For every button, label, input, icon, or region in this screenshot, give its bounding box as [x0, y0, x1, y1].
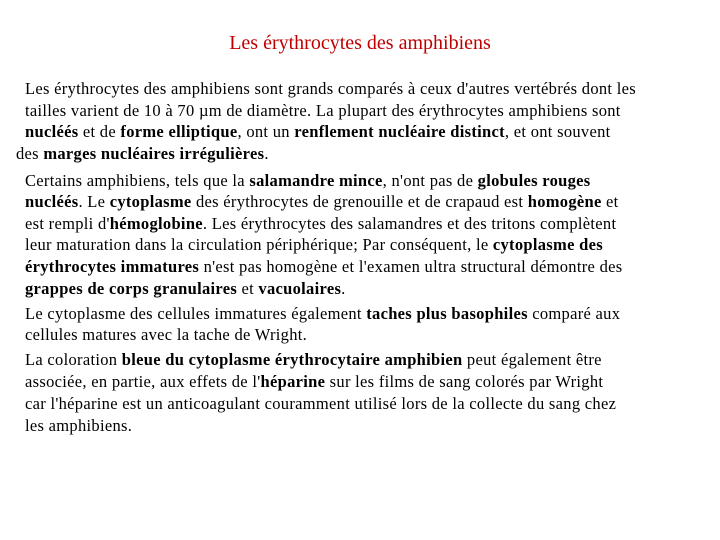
- bold-term: salamandre mince: [249, 171, 383, 190]
- text-line: [25, 279, 346, 299]
- text-segment: leur maturation dans la circulation périphérique; Par conséquent, le: [25, 235, 493, 254]
- text-line: [25, 257, 622, 277]
- text-line: [25, 171, 591, 191]
- bold-term: nucléés: [25, 122, 79, 141]
- text-line: [25, 325, 307, 345]
- text-segment: car l'héparine est un anticoagulant couramment utilisé lors de la collecte du sang chez: [25, 394, 617, 413]
- bold-term: renflement nucléaire distinct: [294, 122, 505, 141]
- text-segment: n'est pas homogène et l'examen ultra structural démontre des: [199, 257, 623, 276]
- text-segment: est rempli d': [25, 214, 110, 233]
- text-line: [25, 235, 603, 255]
- bold-term: bleue du cytoplasme érythrocytaire amphibien: [121, 350, 463, 369]
- text-segment: Certains amphibiens, tels que la: [25, 171, 250, 190]
- slide-title: Les érythrocytes des amphibiens: [229, 32, 491, 54]
- bold-term: forme elliptique: [120, 122, 238, 141]
- text-segment: tailles varient de 10 à 70 µm de diamètre. La plupart des érythrocytes amphibiens sont: [25, 101, 621, 120]
- text-segment: . Le: [78, 192, 110, 211]
- text-segment: sur les films de sang colorés par Wright: [325, 372, 604, 391]
- text-segment: La coloration: [25, 350, 122, 369]
- bold-term: cytoplasme: [109, 192, 192, 211]
- bold-term: érythrocytes immatures: [25, 257, 200, 276]
- bold-term: homogène: [527, 192, 602, 211]
- text-segment: les amphibiens.: [25, 416, 133, 435]
- text-line: [16, 144, 269, 164]
- text-segment: Les érythrocytes des amphibiens sont grands comparés à ceux d'autres vertébrés dont les: [25, 79, 636, 98]
- text-segment: associée, en partie, aux effets de l': [25, 372, 261, 391]
- text-line: [25, 350, 602, 370]
- text-segment: Le cytoplasme des cellules immatures également: [25, 304, 367, 323]
- text-line: [25, 214, 616, 234]
- bold-term: vacuolaires: [258, 279, 342, 298]
- bold-term: héparine: [260, 372, 326, 391]
- text-segment: des: [16, 144, 44, 163]
- text-segment: et: [237, 279, 259, 298]
- text-line: [25, 122, 611, 142]
- text-segment: et de: [78, 122, 121, 141]
- text-segment: .: [341, 279, 346, 298]
- text-line: [25, 304, 620, 324]
- text-segment: peut également être: [462, 350, 602, 369]
- bold-term: taches plus basophiles: [366, 304, 528, 323]
- text-segment: . Les érythrocytes des salamandres et des tritons complètent: [202, 214, 617, 233]
- bold-term: grappes de corps granulaires: [25, 279, 238, 298]
- bold-term: cytoplasme des: [492, 235, 603, 254]
- text-segment: comparé aux: [527, 304, 621, 323]
- text-segment: des érythrocytes de grenouille et de crapaud est: [191, 192, 528, 211]
- text-line: [25, 416, 132, 436]
- text-segment: .: [264, 144, 269, 163]
- bold-term: nucléés: [25, 192, 79, 211]
- text-line: [25, 192, 619, 212]
- text-segment: et: [601, 192, 619, 211]
- text-line: [25, 79, 636, 99]
- text-segment: , n'ont pas de: [382, 171, 478, 190]
- text-segment: , et ont souvent: [504, 122, 611, 141]
- bold-term: globules rouges: [477, 171, 591, 190]
- text-line: [25, 372, 603, 392]
- bold-term: marges nucléaires irrégulières: [43, 144, 265, 163]
- bold-term: hémoglobine: [109, 214, 203, 233]
- text-segment: , ont un: [237, 122, 295, 141]
- text-line: [25, 101, 621, 121]
- text-line: [25, 394, 616, 414]
- text-segment: cellules matures avec la tache de Wright.: [25, 325, 308, 344]
